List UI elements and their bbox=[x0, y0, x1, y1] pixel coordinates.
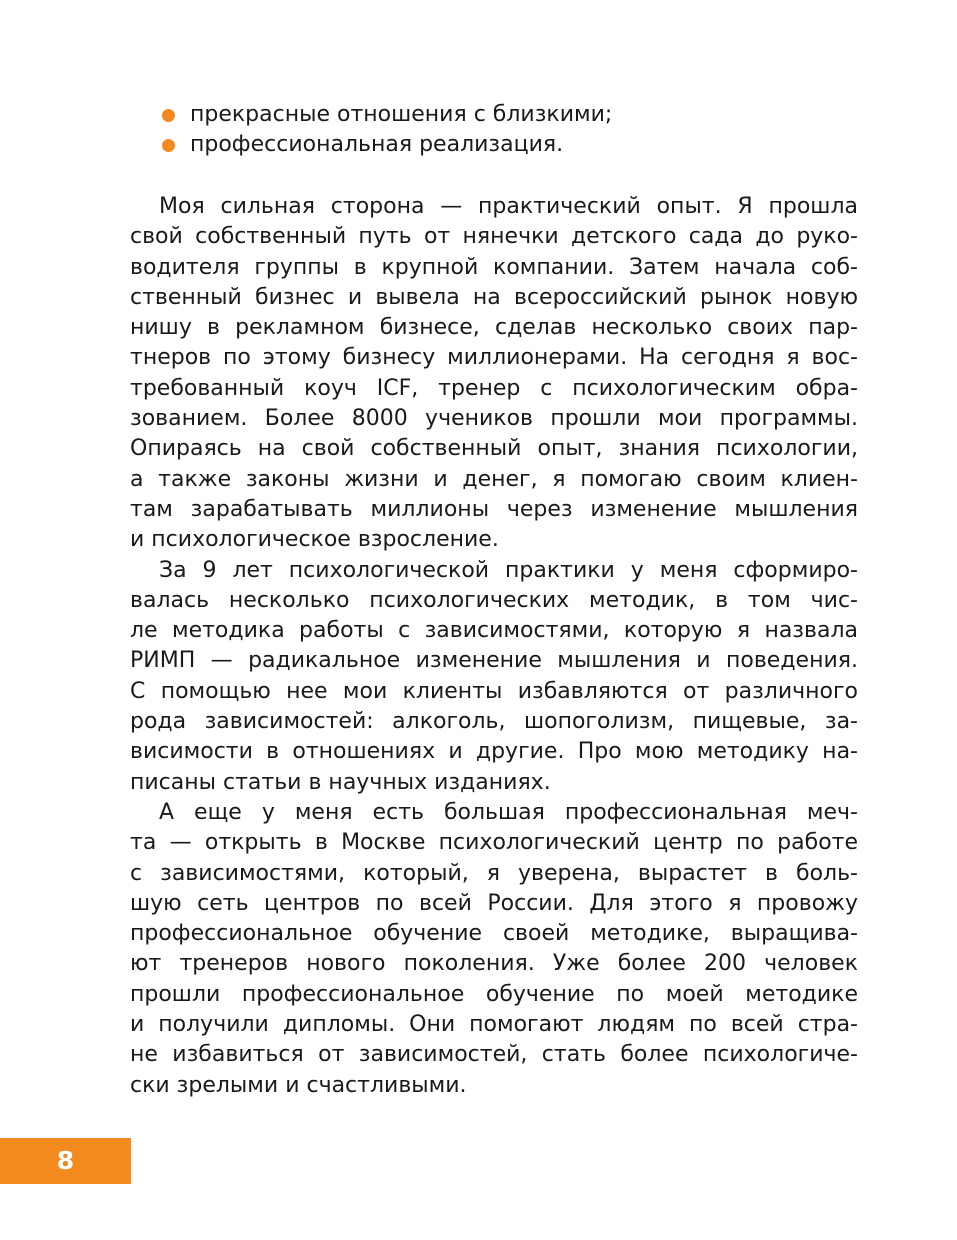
text-line: и психологическое взросление. bbox=[130, 527, 499, 553]
text-line: ски зрелыми и счастливыми. bbox=[130, 1072, 467, 1098]
body-text bbox=[130, 192, 858, 1101]
text-line: ственный бизнес и вывела на всероссийский рынок новую bbox=[130, 284, 858, 310]
text-line: и получили дипломы. Они помогают людям по всей стра- bbox=[130, 1012, 858, 1038]
text-line: с зависимостями, который, я уверена, вырастет в боль- bbox=[130, 860, 858, 886]
bullet-text: прекрасные отношения с близкими; bbox=[190, 102, 613, 127]
text-line: ле методика работы с зависимостями, которую я назвала bbox=[130, 618, 858, 644]
bullet-dot-icon bbox=[162, 109, 175, 122]
text-line: свой собственный путь от нянечки детского сада до руко- bbox=[130, 224, 858, 250]
text-line: профессиональное обучение своей методике, выращива- bbox=[130, 921, 858, 947]
page-number-badge bbox=[0, 1138, 131, 1184]
text-line: рода зависимостей: алкоголь, шопоголизм, пищевые, за- bbox=[130, 709, 858, 735]
bullet-text: профессиональная реализация. bbox=[190, 132, 564, 157]
text-line: шую сеть центров по всей России. Для этого я провожу bbox=[130, 890, 858, 916]
text-line: прошли профессиональное обучение по моей методике bbox=[130, 981, 858, 1007]
text-line: та — открыть в Москве психологический центр по работе bbox=[130, 830, 858, 856]
text-line: А еще у меня есть большая профессиональная меч- bbox=[159, 799, 858, 825]
text-line: тнеров по этому бизнесу миллионерами. На сегодня я вос- bbox=[130, 345, 858, 371]
text-line: водителя группы в крупной компании. Затем начала соб- bbox=[130, 254, 858, 280]
bullet-list bbox=[160, 100, 860, 160]
text-line: Опираясь на свой собственный опыт, знания психологии, bbox=[130, 436, 858, 462]
text-line: валась несколько психологических методик, в том чис- bbox=[130, 587, 858, 613]
text-line: а также законы жизни и денег, я помогаю своим клиен- bbox=[130, 466, 858, 492]
text-line: За 9 лет психологической практики у меня сформиро- bbox=[159, 557, 858, 583]
text-line: не избавиться от зависимостей, стать более психологиче- bbox=[130, 1042, 858, 1068]
text-line: РИМП — радикальное изменение мышления и поведения. bbox=[130, 648, 858, 674]
text-line: нишу в рекламном бизнесе, сделав несколько своих пар- bbox=[130, 315, 858, 341]
text-line: Моя сильная сторона — практический опыт. Я прошла bbox=[159, 194, 858, 219]
text-line: писаны статьи в научных изданиях. bbox=[130, 769, 551, 795]
text-line: зованием. Более 8000 учеников прошли мои программы. bbox=[130, 406, 858, 432]
text-line: требованный коуч ICF, тренер с психологическим обра- bbox=[130, 375, 858, 401]
page-number: 8 bbox=[56, 1146, 75, 1175]
paragraph bbox=[130, 192, 858, 556]
paragraph bbox=[130, 556, 858, 798]
text-line: висимости в отношениях и другие. Про мою методику на- bbox=[130, 739, 858, 765]
bullet-dot-icon bbox=[162, 139, 175, 152]
text-line: там зарабатывать миллионы через изменение мышления bbox=[130, 496, 858, 522]
bullet-item bbox=[160, 130, 860, 160]
text-line: С помощью нее мои клиенты избавляются от различного bbox=[130, 678, 858, 704]
bullet-item bbox=[160, 100, 860, 130]
text-line: ют тренеров нового поколения. Уже более 200 человек bbox=[130, 951, 858, 977]
paragraph bbox=[130, 798, 858, 1101]
